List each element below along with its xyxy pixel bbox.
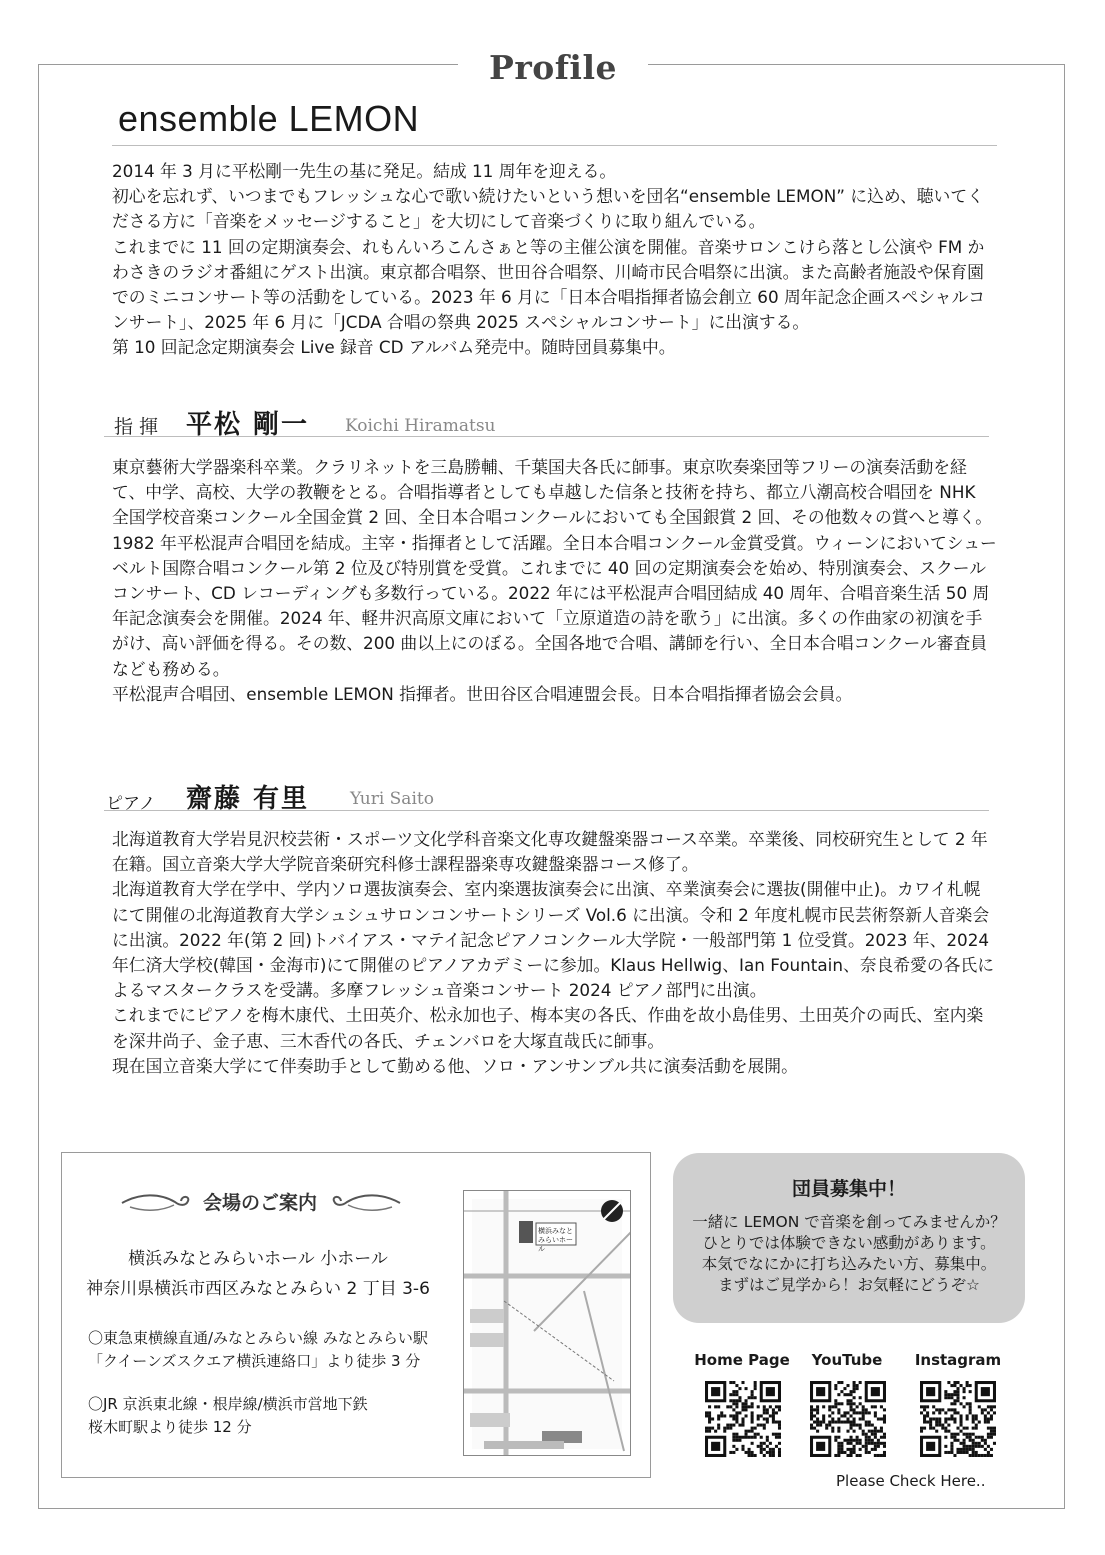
venue-map: [463, 1190, 631, 1456]
ensemble-para: 初心を忘れず、いつまでもフレッシュな心で歌い続けたいという想いを団名“ensemble LEMON” に込め、聴いてくださる方に「音楽をメッセージすること」を大切にして音楽づくりに取り組んでいる。: [112, 186, 984, 232]
recruit-line: まずはご見学から！お気軽にどうぞ☆: [718, 1276, 980, 1294]
youtube-qr-code-icon[interactable]: [810, 1381, 886, 1457]
ensemble-para: これまでに 11 回の定期演奏会、れもんいろこんさぁと等の主催公演を開催。音楽サロンこけら落とし公演や FM かわさきのラジオ番組にゲスト出演。東京都合唱祭、世田谷合唱祭、川崎市民合唱祭に出演。また高齢者施設や保育園でのミニコンサート等の活動をしている。2023 年 6 月に「日本合唱指揮者協会創立 60 周年記念企画スペシャルコンサート」、2025 年 6 月に「JCDA 合唱の祭典 2025 スペシャルコンサート」に出演する。: [112, 236, 986, 333]
access-1-line-1: 〇東急東横線直通/みなとみらい線 みなとみらい駅: [88, 1329, 428, 1347]
access-1-line-2: 「クイーンズスクエア横浜連絡口」より徒歩 3 分: [88, 1352, 421, 1370]
conductor-bio: [112, 455, 997, 707]
pianist-romaji: Yuri Saito: [350, 789, 434, 809]
venue-hall: 横浜みなとみらいホール 小ホール: [128, 1249, 388, 1269]
instagram-qr-code-icon[interactable]: [920, 1381, 996, 1457]
venue-heading: 会場のご案内: [202, 1192, 317, 1214]
ensemble-bio: [112, 159, 997, 361]
page-title: Profile: [489, 48, 617, 87]
home-page-label: Home Page: [694, 1351, 790, 1369]
access-2-line-1: 〇JR 京浜東北線・根岸線/横浜市営地下鉄: [88, 1395, 368, 1413]
recruit-title: 団員募集中！: [791, 1178, 906, 1200]
instagram-label: Instagram: [914, 1351, 1002, 1369]
recruit-line: 一緒に LEMON で音楽を創ってみませんか？: [692, 1213, 1006, 1231]
conductor-role: 指 揮: [114, 416, 159, 438]
conductor-para: 東京藝術大学器楽科卒業。クラリネットを三島勝輔、千葉国夫各氏に師事。東京吹奏楽団等フリーの演奏活動を経て、中学、高校、大学の教鞭をとる。合唱指導者としても卓越した信条と技術を持ち、都立八潮高校合唱団を NHK 全国学校音楽コンクール全国金賞 2 回、全日本合唱コンクールにおいても全国銀賞 2 回、その他数々の賞へと導く。: [112, 457, 993, 528]
map-hall-label: 横浜みなとみらいホール: [538, 1227, 573, 1253]
ensemble-para: 2014 年 3 月に平松剛一先生の基に発足。結成 11 周年を迎える。: [112, 161, 617, 181]
pianist-role: ピアノ: [106, 794, 156, 814]
recruit-line: 本気でなにかに打ち込みたい方、募集中。: [701, 1255, 997, 1273]
recruit-text: [673, 1212, 1025, 1296]
pianist-para: 北海道教育大学在学中、学内ソロ選抜演奏会、室内楽選抜演奏会に出演、卒業演奏会に選抜(開催中止)。カワイ札幌にて開催の北海道教育大学シュシュサロンコンサートシリーズ Vol.6 に出演。令和 2 年度札幌市民芸術祭新人音楽会に出演。2022 年(第 2 回)トバイアス・マテイ記念ピアノコンクール大学院・一般部門第 1 位受賞。2023 年、2024 年仁済大学校(韓国・金海市)にて開催のピアノアカデミーに参加。Klaus Hellwig、Ian Fountain、奈良希愛の各氏によるマスタークラスを受講。多摩フレッシュ音楽コンサート 2024 ピアノ部門に出演。: [112, 879, 994, 1001]
pianist-para: 北海道教育大学岩見沢校芸術・スポーツ文化学科音楽文化専攻鍵盤楽器コース卒業。卒業後、同校研究生として 2 年在籍。国立音楽大学大学院音楽研究科修士課程器楽専攻鍵盤楽器コース修了。: [112, 829, 988, 875]
recruit-line: ひとりでは体験できない感動があります。: [702, 1234, 996, 1252]
conductor-divider: [104, 436, 989, 437]
conductor-romaji: Koichi Hiramatsu: [345, 416, 496, 436]
conductor-para: 1982 年平松混声合唱団を結成。主宰・指揮者として活躍。全日本合唱コンクール金賞受賞。ウィーンにおいてシューベルト国際合唱コンクール第 2 位及び特別賞を受賞。これまでに 40 回の定期演奏会を始め、特別演奏会、スクールコンサート、CD レコーディングも多数行っている。2022 年には平松混声合唱団結成 40 周年、合唱音楽生活 50 周年記念演奏会を開催。2024 年、軽井沢高原文庫において「立原道造の詩を歌う」に出演。多くの作曲家の初演を手がけ、高い評価を得る。その数、200 曲以上にのぼる。全国各地で合唱、講師を行い、全日本合唱コンクール審査員なども務める。: [112, 532, 997, 679]
pianist-para: これまでにピアノを梅木康代、土田英介、松永加也子、梅本実の各氏、作曲を故小島佳男、土田英介の両氏、室内楽を深井尚子、金子恵、三木香代の各氏、チェンバロを大塚直哉氏に師事。: [112, 1005, 984, 1051]
please-check-text: Please Check Here..: [836, 1472, 986, 1490]
ensemble-divider: [112, 145, 997, 146]
pianist-name: 齋藤 有里: [186, 784, 310, 814]
pianist-para: 現在国立音楽大学にて伴奏助手として勤める他、ソロ・アンサンブル共に演奏活動を展開。: [112, 1055, 798, 1076]
pianist-bio: [112, 827, 997, 1079]
home-page-qr-code-icon[interactable]: [705, 1381, 781, 1457]
conductor-para: 平松混声合唱団、ensemble LEMON 指揮者。世田谷区合唱連盟会長。日本合唱指揮者協会会員。: [112, 683, 853, 704]
conductor-name: 平松 剛一: [186, 410, 310, 440]
ensemble-name: ensemble LEMON: [118, 98, 420, 139]
ensemble-para: 第 10 回記念定期演奏会 Live 録音 CD アルバム発売中。随時団員募集中。: [112, 337, 676, 358]
access-2-line-2: 桜木町駅より徒歩 12 分: [88, 1418, 252, 1436]
ornament-right-icon: [330, 1190, 402, 1216]
venue-address: 神奈川県横浜市西区みなとみらい 2 丁目 3-6: [86, 1279, 430, 1299]
youtube-label: YouTube: [811, 1351, 883, 1369]
pianist-divider: [104, 810, 989, 811]
